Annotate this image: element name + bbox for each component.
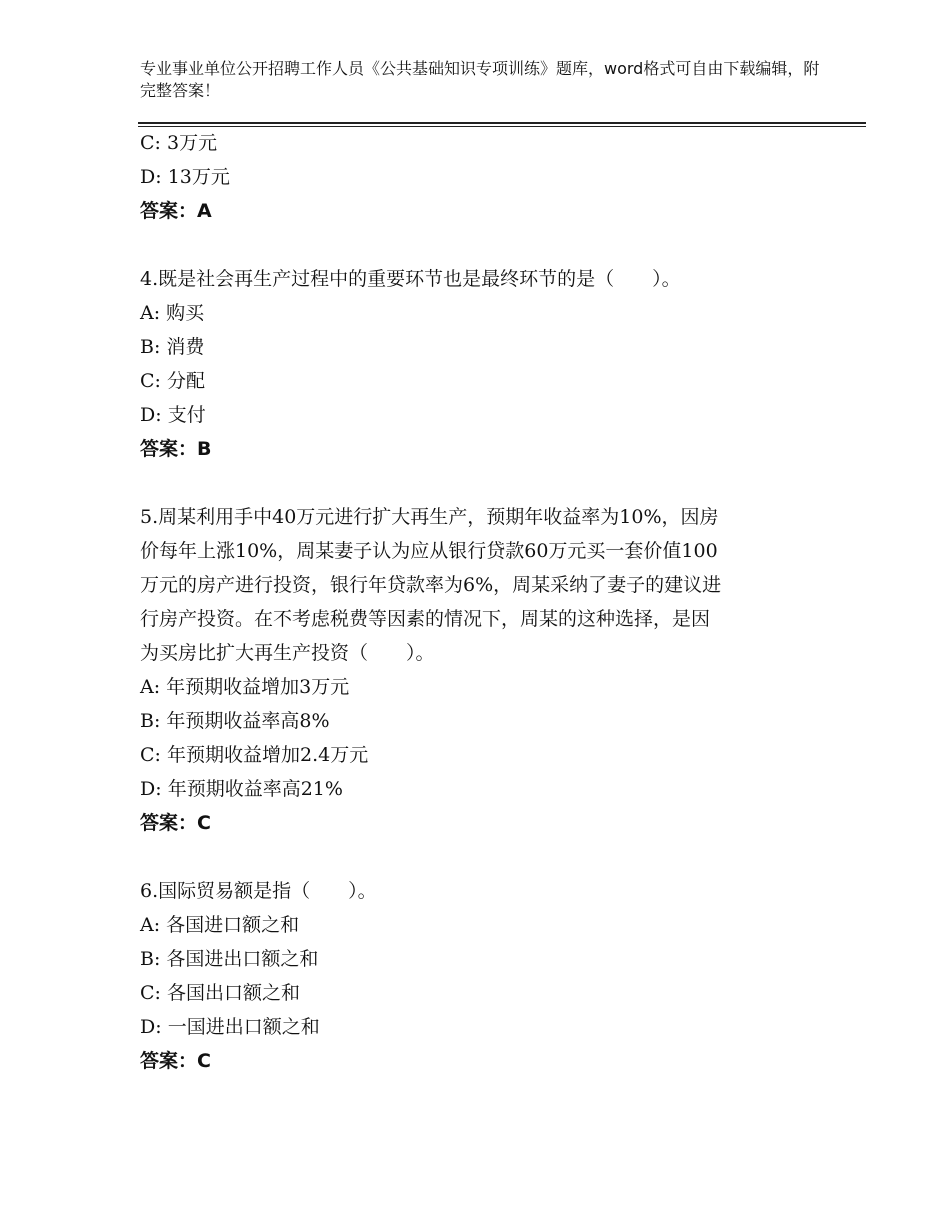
option-line <box>140 296 820 330</box>
option-line <box>140 704 820 738</box>
question-stem-line: 为买房比扩大再生产投资（ ）。 <box>140 642 435 664</box>
option-text: 购买 <box>166 302 205 324</box>
option-text: 各国进口额之和 <box>166 914 300 936</box>
option-text: 一国进出口额之和 <box>167 1016 320 1038</box>
option-label: C: <box>140 982 161 1004</box>
option-text: 年预期收益率高21% <box>167 778 343 800</box>
option-label: C: <box>140 132 161 154</box>
option-line <box>140 330 820 364</box>
option-label: C: <box>140 370 161 392</box>
spacer <box>140 228 820 262</box>
option-text: 消费 <box>166 336 205 358</box>
option-line <box>140 772 820 806</box>
answer-line: 答案：C <box>140 812 211 834</box>
spacer <box>140 840 820 874</box>
option-label: A: <box>140 676 161 698</box>
question-stem: 4.既是社会再生产过程中的重要环节也是最终环节的是（ ）。 <box>140 268 681 290</box>
spacer <box>140 466 820 500</box>
question-stem-line: 万元的房产进行投资，银行年贷款率为6%，周某采纳了妻子的建议进 <box>140 574 722 596</box>
option-line <box>140 160 820 194</box>
question-6 <box>140 874 820 1078</box>
option-text: 支付 <box>167 404 206 426</box>
option-label: A: <box>140 302 161 324</box>
option-text: 年预期收益增加2.4万元 <box>167 744 369 766</box>
option-label: B: <box>140 948 161 970</box>
option-line <box>140 398 820 432</box>
option-label: D: <box>140 1016 162 1038</box>
answer-line: 答案：C <box>140 1050 211 1072</box>
page-header: 专业事业单位公开招聘工作人员《公共基础知识专项训练》题库，word格式可自由下载编辑，附完整答案！ <box>140 59 820 100</box>
question-stem-line: 价每年上涨10%，周某妻子认为应从银行贷款60万元买一套价值100 <box>140 540 718 562</box>
option-text: 13万元 <box>167 166 230 188</box>
question-stem-line: 行房产投资。在不考虑税费等因素的情况下，周某的这种选择，是因 <box>140 608 711 630</box>
question-4 <box>140 262 820 466</box>
question-stem: 6.国际贸易额是指（ ）。 <box>140 880 377 902</box>
answer-line: 答案：B <box>140 438 212 460</box>
option-line <box>140 738 820 772</box>
answer-line: 答案：A <box>140 200 212 222</box>
option-label: D: <box>140 166 162 188</box>
option-line <box>140 942 820 976</box>
option-text: 年预期收益增加3万元 <box>166 676 350 698</box>
option-text: 分配 <box>167 370 206 392</box>
option-line <box>140 1010 820 1044</box>
option-label: D: <box>140 778 162 800</box>
option-text: 各国进出口额之和 <box>166 948 319 970</box>
option-line <box>140 976 820 1010</box>
option-label: B: <box>140 710 161 732</box>
option-label: D: <box>140 404 162 426</box>
option-text: 年预期收益率高8% <box>166 710 330 732</box>
question-5 <box>140 500 820 840</box>
option-line <box>140 126 820 160</box>
option-line <box>140 364 820 398</box>
option-text: 3万元 <box>167 132 218 154</box>
option-line <box>140 908 820 942</box>
question-stem-line: 5.周某利用手中40万元进行扩大再生产，预期年收益率为10%，因房 <box>140 506 719 528</box>
option-text: 各国出口额之和 <box>167 982 301 1004</box>
question-content <box>140 126 820 1078</box>
option-line <box>140 670 820 704</box>
option-label: B: <box>140 336 161 358</box>
header-rule-thick <box>138 122 866 124</box>
option-label: C: <box>140 744 161 766</box>
option-label: A: <box>140 914 161 936</box>
partial-question <box>140 126 820 228</box>
